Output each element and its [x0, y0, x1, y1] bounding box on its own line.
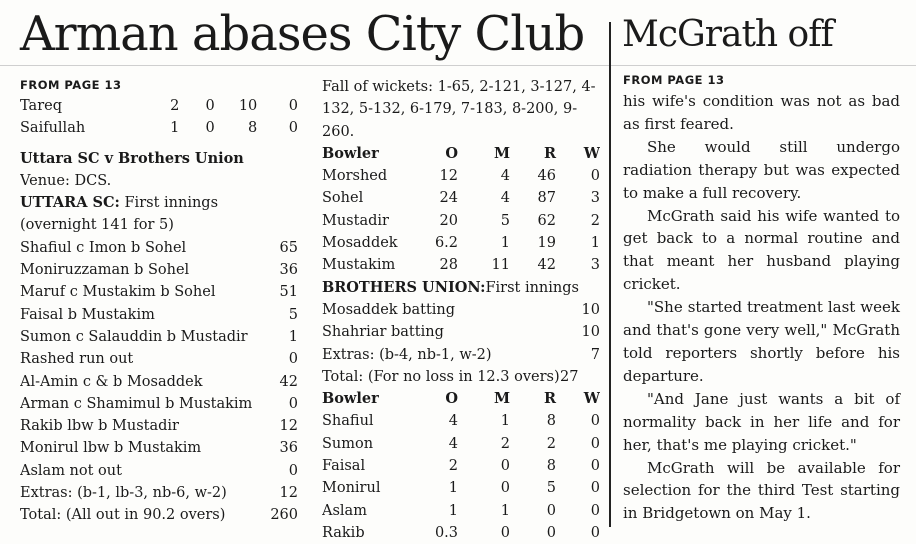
bowling-row: [322, 500, 600, 522]
bowler-name: Mosaddek: [322, 235, 398, 252]
wickets: 0: [590, 413, 600, 430]
batting-row: [20, 348, 298, 370]
bowler-name: Mustakim: [322, 257, 396, 274]
header-maidens: M: [493, 390, 510, 408]
runs: 8: [546, 413, 556, 430]
overs: 1: [448, 502, 458, 519]
overs: 20: [439, 212, 458, 229]
score: 12: [279, 418, 298, 435]
score: 27: [560, 368, 579, 385]
maidens: 0: [205, 98, 215, 114]
batting-row: [322, 299, 600, 321]
wickets: 3: [590, 190, 600, 207]
batting-row: [20, 460, 298, 482]
overs: 4: [448, 435, 458, 452]
header-bowler: Bowler: [322, 144, 379, 162]
batting-row: [322, 321, 600, 343]
bowler-name: Faisal: [322, 458, 366, 475]
header-maidens: M: [493, 144, 510, 162]
bowling-row: [322, 210, 600, 232]
wickets: 0: [590, 524, 600, 541]
wickets: 0: [288, 120, 298, 137]
overs: 0.3: [434, 524, 458, 541]
story-paragraph: McGrath will be available for selection for the third Test starting in Bridgetown on May 1.: [623, 458, 900, 523]
runs: 8: [248, 120, 258, 137]
wickets: 2: [590, 212, 600, 229]
batsman: Rashed run out: [20, 351, 134, 368]
batsman: Mosaddek batting: [322, 301, 456, 318]
runs: 5: [546, 480, 556, 497]
maidens: 0: [500, 480, 510, 497]
wickets: 0: [590, 168, 600, 185]
maidens: 1: [500, 502, 510, 519]
batsman: Sumon c Salauddin b Mustadir: [20, 328, 248, 345]
bowling-row: [322, 455, 600, 477]
fall-of-wickets: Fall of wickets: 1-65, 2-121, 3-127, 4-132, 5-132, 6-179, 7-183, 8-200, 9-260.: [322, 79, 596, 140]
score: 260: [270, 507, 298, 524]
score: 0: [288, 395, 298, 412]
story-paragraph: McGrath said his wife wanted to get back to a normal routine and that meant her husband playing cricket.: [623, 206, 900, 294]
wickets: 0: [590, 502, 600, 519]
overs: 6.2: [434, 235, 458, 252]
innings-team: UTTARA SC:: [20, 194, 120, 212]
maidens: 11: [491, 257, 510, 274]
bowler-name: Aslam: [322, 502, 367, 519]
maidens: 1: [500, 413, 510, 430]
score: 12: [279, 485, 298, 502]
bowler-name: Rakib: [322, 524, 365, 541]
story-paragraph: "She started treatment last week and that's gone very well," McGrath told reporters shortly before his departure.: [623, 298, 900, 385]
extras: Extras: (b-4, nb-1, w-2): [322, 346, 492, 363]
batsman: Aslam not out: [20, 462, 122, 479]
runs: 8: [546, 458, 556, 475]
extras-row: [20, 482, 298, 504]
venue: Venue: DCS.: [20, 172, 112, 189]
bowler-name: Morshed: [322, 168, 388, 185]
wickets: 0: [590, 458, 600, 475]
score: 0: [288, 462, 298, 479]
extras: Extras: (b-1, lb-3, nb-6, w-2): [20, 485, 227, 502]
overs: 12: [439, 168, 458, 185]
bowler-name: Monirul: [322, 480, 381, 497]
match-title: Uttara SC v Brothers Union: [20, 149, 244, 167]
batting-row: [20, 304, 298, 326]
right-kicker: FROM PAGE 13: [623, 73, 725, 87]
extras-row: [322, 344, 600, 366]
maidens: 0: [205, 120, 215, 137]
header-overs: O: [445, 144, 458, 162]
overs: 1: [170, 120, 180, 137]
total-row: [20, 504, 298, 526]
batting-row: [20, 326, 298, 348]
score: 10: [581, 324, 600, 341]
bowler-name: Sumon: [322, 435, 374, 452]
left-column: [20, 75, 298, 527]
bowler-name: Shafiul: [322, 413, 374, 430]
header-wickets: W: [583, 390, 600, 408]
maidens: 5: [500, 212, 510, 229]
score: 5: [288, 306, 298, 323]
maidens: 0: [500, 458, 510, 475]
batsman: Moniruzzaman b Sohel: [20, 262, 190, 279]
runs: 19: [537, 235, 556, 252]
wickets: 3: [590, 257, 600, 274]
maidens: 0: [500, 524, 510, 541]
runs: 10: [238, 98, 258, 114]
batsman: Rakib lbw b Mustadir: [20, 418, 179, 435]
overs: 4: [448, 413, 458, 430]
batting-row: [20, 371, 298, 393]
maidens: 4: [500, 168, 510, 185]
score: 51: [279, 284, 298, 301]
score: 1: [288, 328, 298, 345]
side-headline: McGrath off: [622, 14, 833, 55]
header-runs: R: [543, 144, 556, 162]
batting-row: [20, 259, 298, 281]
innings2-heading: [322, 277, 600, 299]
total-row: [322, 366, 600, 388]
bowling-row: [322, 477, 600, 499]
overs: 2: [448, 458, 458, 475]
score: 7: [590, 346, 600, 363]
bowling-row: [322, 433, 600, 455]
bowler-name: Saifullah: [20, 120, 86, 137]
maidens: 2: [500, 435, 510, 452]
wickets: 0: [590, 435, 600, 452]
bowler-name: Mustadir: [322, 212, 389, 229]
column-divider: [609, 22, 611, 527]
bowler-name: Tareq: [20, 98, 62, 114]
bowling-row: [322, 232, 600, 254]
middle-column: [322, 76, 600, 544]
bowling-header: [322, 143, 600, 165]
score: 10: [581, 301, 600, 318]
batting-row: [20, 437, 298, 459]
innings-desc: First innings (overnight 141 for 5): [20, 195, 219, 234]
batsman: Shahriar batting: [322, 324, 444, 341]
story-paragraph: She would still undergo radiation therapy but was expected to make a full recovery.: [623, 137, 900, 202]
bowling-row: [322, 187, 600, 209]
bowling-row: [322, 410, 600, 432]
bowling-row: [322, 522, 600, 544]
batsman: Arman c Shamimul b Mustakim: [20, 395, 253, 412]
wickets: 1: [590, 235, 600, 252]
total: Total: (All out in 90.2 overs): [20, 507, 226, 524]
batting-row: [20, 415, 298, 437]
batting-row: [20, 393, 298, 415]
prev-bowler-row: [20, 95, 298, 117]
header-runs: R: [543, 390, 556, 408]
maidens: 1: [500, 235, 510, 252]
right-column-story: [623, 70, 900, 525]
header-divider: [0, 65, 916, 66]
batsman: Faisal b Mustakim: [20, 306, 155, 323]
score: 0: [288, 351, 298, 368]
bowling-row: [322, 254, 600, 276]
score: 65: [279, 239, 298, 256]
runs: 42: [537, 257, 556, 274]
runs: 87: [537, 190, 556, 207]
score: 36: [279, 262, 298, 279]
bowling-row: [322, 165, 600, 187]
overs: 24: [439, 190, 458, 207]
runs: 46: [537, 168, 556, 185]
batting-row: [20, 237, 298, 259]
overs: 28: [439, 257, 458, 274]
innings2-desc: First innings: [485, 279, 579, 296]
bowling-header: [322, 388, 600, 410]
prev-bowler-row: [20, 117, 298, 139]
innings2-team: BROTHERS UNION:: [322, 278, 486, 296]
header-bowler: Bowler: [322, 390, 379, 408]
wickets: 0: [590, 480, 600, 497]
runs: 0: [546, 502, 556, 519]
bowler-name: Sohel: [322, 190, 364, 207]
score: 42: [279, 373, 298, 390]
total: Total: (For no loss in 12.3 overs): [322, 368, 560, 385]
batsman: Al-Amin c & b Mosaddek: [20, 373, 203, 390]
runs: 0: [546, 524, 556, 541]
batsman: Maruf c Mustakim b Sohel: [20, 284, 216, 301]
batsman: Shafiul c Imon b Sohel: [20, 239, 187, 256]
runs: 2: [546, 435, 556, 452]
batting-row: [20, 281, 298, 303]
innings-heading: [20, 192, 298, 237]
runs: 62: [537, 212, 556, 229]
header-overs: O: [445, 390, 458, 408]
left-kicker: FROM PAGE 13: [20, 78, 122, 92]
header-wickets: W: [583, 144, 600, 162]
story-paragraph: "And Jane just wants a bit of normality back in her life and for her, that's me playing cricket.": [623, 389, 900, 454]
overs: 1: [448, 480, 458, 497]
main-headline: Arman abases City Club: [20, 6, 585, 62]
overs: 2: [170, 98, 180, 114]
wickets: 0: [288, 98, 298, 114]
score: 36: [279, 440, 298, 457]
batsman: Monirul lbw b Mustakim: [20, 440, 202, 457]
story-paragraph: his wife's condition was not as bad as first feared.: [623, 92, 900, 133]
maidens: 4: [500, 190, 510, 207]
